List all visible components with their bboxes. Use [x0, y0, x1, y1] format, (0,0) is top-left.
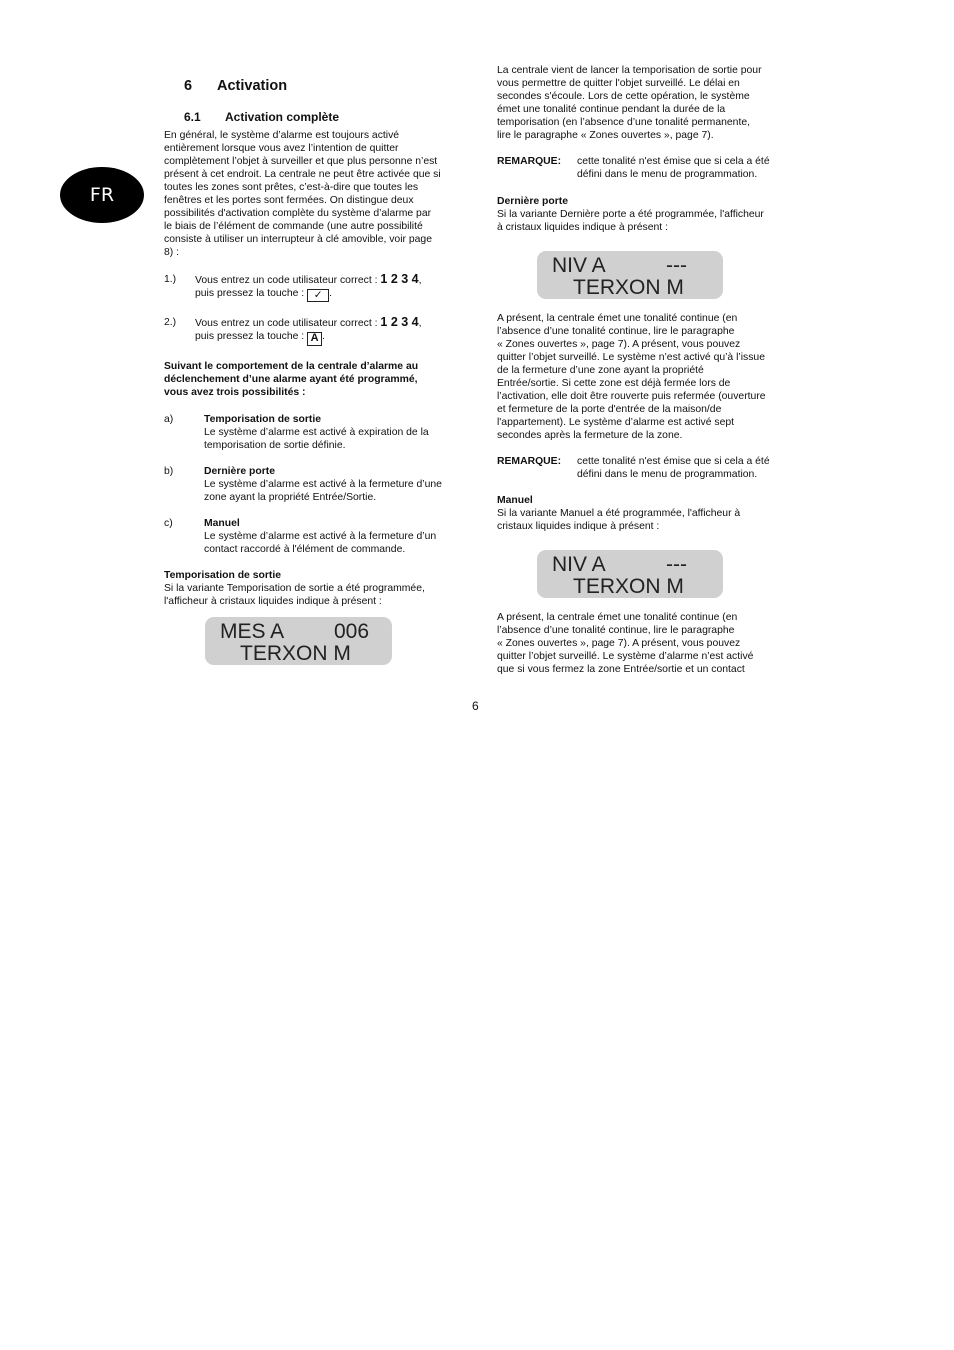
lcd-line: 006 — [334, 620, 370, 643]
language-badge: FR — [60, 167, 144, 223]
text-line: cristaux liquides indique à présent : — [497, 521, 660, 532]
possibilities-heading — [164, 360, 464, 399]
intro-paragraph — [164, 129, 469, 259]
option-title: Dernière porte — [204, 466, 276, 477]
text-line: quitter l’objet surveillé. Le système n’est activé qu’à l’issue — [497, 352, 765, 363]
exit-delay-title: Temporisation de sortie — [164, 570, 282, 581]
heading-line: déclenchement d’une alarme ayant été programmé, — [164, 374, 418, 385]
lcd-line: NIV A — [552, 553, 606, 576]
remark-label: REMARQUE: — [497, 156, 562, 167]
subsection-heading — [184, 110, 339, 124]
last-door-explanation — [497, 312, 795, 442]
exit-delay-block — [164, 569, 469, 608]
intro-line: complètement l’objet à surveiller et que plus personne n’est — [164, 156, 438, 167]
remark-line: défini dans le menu de programmation. — [577, 469, 758, 480]
text-line: A présent, la centrale émet une tonalité continue (en — [497, 313, 738, 324]
exit-delay-line: Si la variante Temporisation de sortie a été programmée, — [164, 583, 425, 594]
option-title: Temporisation de sortie — [204, 414, 322, 425]
manual-block — [497, 494, 795, 533]
text-line: lire le paragraphe « Zones ouvertes », page 7). — [497, 130, 714, 141]
text-line: quitter l’objet surveillé. Le système d’alarme n’est activé — [497, 651, 754, 662]
option-line: contact raccordé à l'élément de commande. — [204, 544, 406, 555]
lcd-line: TERXON M — [573, 276, 684, 299]
text-line: temporisation (en l’absence d’une tonalité permanente, — [497, 117, 750, 128]
intro-line: possibilités d'activation complète du système d’alarme par — [164, 208, 432, 219]
last-door-block — [497, 195, 795, 234]
text-line: secondes après la fermeture de la zone. — [497, 430, 683, 441]
text-line: et fermeture de la porte d'entrée de la maison/de — [497, 404, 722, 415]
text-line: Si la variante Manuel a été programmée, l'afficheur à — [497, 508, 741, 519]
lcd-line: --- — [666, 254, 687, 277]
option-line: temporisation de sortie définie. — [204, 440, 346, 451]
intro-line: consiste à utiliser un interrupteur à clé amovible, voir page — [164, 234, 432, 245]
option-line: Le système d’alarme est activé à expiration de la — [204, 427, 429, 438]
intro-line: En général, le système d’alarme est toujours activé — [164, 130, 400, 141]
text-line: émet une tonalité continue pendant la durée de la — [497, 104, 726, 115]
step-text: Vous entrez un code utilisateur correct : — [195, 275, 381, 286]
intro-line: 8) : — [164, 247, 180, 258]
text-line: de la fermeture d’une zone ayant la propriété — [497, 365, 704, 376]
page-number: 6 — [472, 699, 479, 713]
intro-line: présent à cet endroit. La centrale ne peut être activée que si — [164, 169, 441, 180]
remark-line: défini dans le menu de programmation. — [577, 169, 758, 180]
text-line: Si la variante Dernière porte a été programmée, l'afficheur — [497, 209, 764, 220]
exit-delay-line: l'afficheur à cristaux liquides indique à présent : — [164, 596, 382, 607]
remark-line: cette tonalité n'est émise que si cela a été — [577, 456, 770, 467]
step-2: 2.) Vous entrez un code utilisateur correct : 1 2 3 4, puis pressez la touche : A . — [164, 315, 422, 344]
step-text: puis pressez la touche : — [195, 331, 308, 342]
lcd-display-exit-delay — [205, 617, 392, 665]
text-line: A présent, la centrale émet une tonalité continue (en — [497, 612, 738, 623]
last-door-title: Dernière porte — [497, 196, 569, 207]
subsection-number: 6.1 — [184, 110, 201, 124]
option-label: c) — [164, 518, 173, 529]
user-code: 1 2 3 4 — [380, 315, 419, 329]
step-label: 2.) — [164, 317, 177, 328]
section-heading — [184, 78, 287, 94]
option-a — [164, 413, 464, 453]
intro-line: entièrement lorsque vous avez l’intention de quitter — [164, 143, 399, 154]
step-1: 1.) Vous entrez un code utilisateur correct : 1 2 3 4, puis pressez la touche : ✓ . — [164, 272, 422, 301]
intro-line: toutes les zones sont prêtes, c’est-à-dire que toutes les — [164, 182, 419, 193]
text-line: Entrée/sortie. Si cette zone est déjà fermée lors de — [497, 378, 731, 389]
option-label: a) — [164, 414, 174, 425]
text-line: La centrale vient de lancer la temporisation de sortie pour — [497, 65, 762, 76]
remark-1 — [497, 155, 792, 183]
heading-line: vous avez trois possibilités : — [164, 387, 306, 398]
a-key-icon: A — [307, 332, 322, 346]
exit-delay-explanation — [497, 64, 795, 142]
text-line: secondes s'écoule. Lors de cette opération, le système — [497, 91, 750, 102]
text-line: que si vous fermez la zone Entrée/sortie et un contact — [497, 664, 745, 675]
heading-line: Suivant le comportement de la centrale d’alarme au — [164, 361, 419, 372]
check-key-icon: ✓ — [307, 289, 329, 302]
section-title: Activation — [217, 78, 288, 94]
option-label: b) — [164, 466, 174, 477]
intro-line: fenêtres et les portes sont fermées. On distingue deux — [164, 195, 414, 206]
lcd-line: TERXON M — [240, 642, 351, 665]
remark-label: REMARQUE: — [497, 456, 562, 467]
remark-2 — [497, 455, 792, 483]
section-number: 6 — [184, 78, 193, 94]
option-b — [164, 465, 464, 505]
option-line: Le système d’alarme est activé à la fermeture d’une — [204, 479, 442, 490]
option-line: Le système d’alarme est activé à la fermeture d’un — [204, 531, 437, 542]
lcd-line: --- — [666, 553, 687, 576]
text-line: vous permettre de quitter l'objet surveillé. Le délai en — [497, 78, 740, 89]
text-line: à cristaux liquides indique à présent : — [497, 222, 668, 233]
subsection-title: Activation complète — [225, 110, 340, 124]
text-line: l’absence d’une tonalité continue, lire le paragraphe — [497, 625, 735, 636]
manual-title: Manuel — [497, 495, 533, 506]
text-line: « Zones ouvertes », page 7). A présent, vous pouvez — [497, 638, 741, 649]
lcd-display-manual — [537, 550, 723, 598]
step-text: Vous entrez un code utilisateur correct : — [195, 318, 381, 329]
manual-explanation — [497, 611, 795, 676]
text-line: « Zones ouvertes », page 7). A présent, vous pouvez — [497, 339, 741, 350]
option-line: zone ayant la propriété Entrée/Sortie. — [204, 492, 377, 503]
user-code: 1 2 3 4 — [380, 272, 419, 286]
lcd-line: MES A — [220, 620, 285, 643]
step-text: puis pressez la touche : — [195, 288, 308, 299]
option-c — [164, 517, 464, 557]
remark-line: cette tonalité n'est émise que si cela a été — [577, 156, 770, 167]
step-label: 1.) — [164, 274, 177, 285]
text-line: l'appartement). Le système d’alarme est activé sept — [497, 417, 735, 428]
lcd-line: NIV A — [552, 254, 606, 277]
text-line: l’activation, elle doit être rouverte puis refermée (ouverture — [497, 391, 766, 402]
lcd-line: TERXON M — [573, 575, 684, 598]
lcd-display-last-door — [537, 251, 723, 299]
option-title: Manuel — [204, 518, 240, 529]
text-line: l’absence d’une tonalité continue, lire le paragraphe — [497, 326, 735, 337]
intro-line: le biais de l’élément de commande (une autre possibilité — [164, 221, 423, 232]
